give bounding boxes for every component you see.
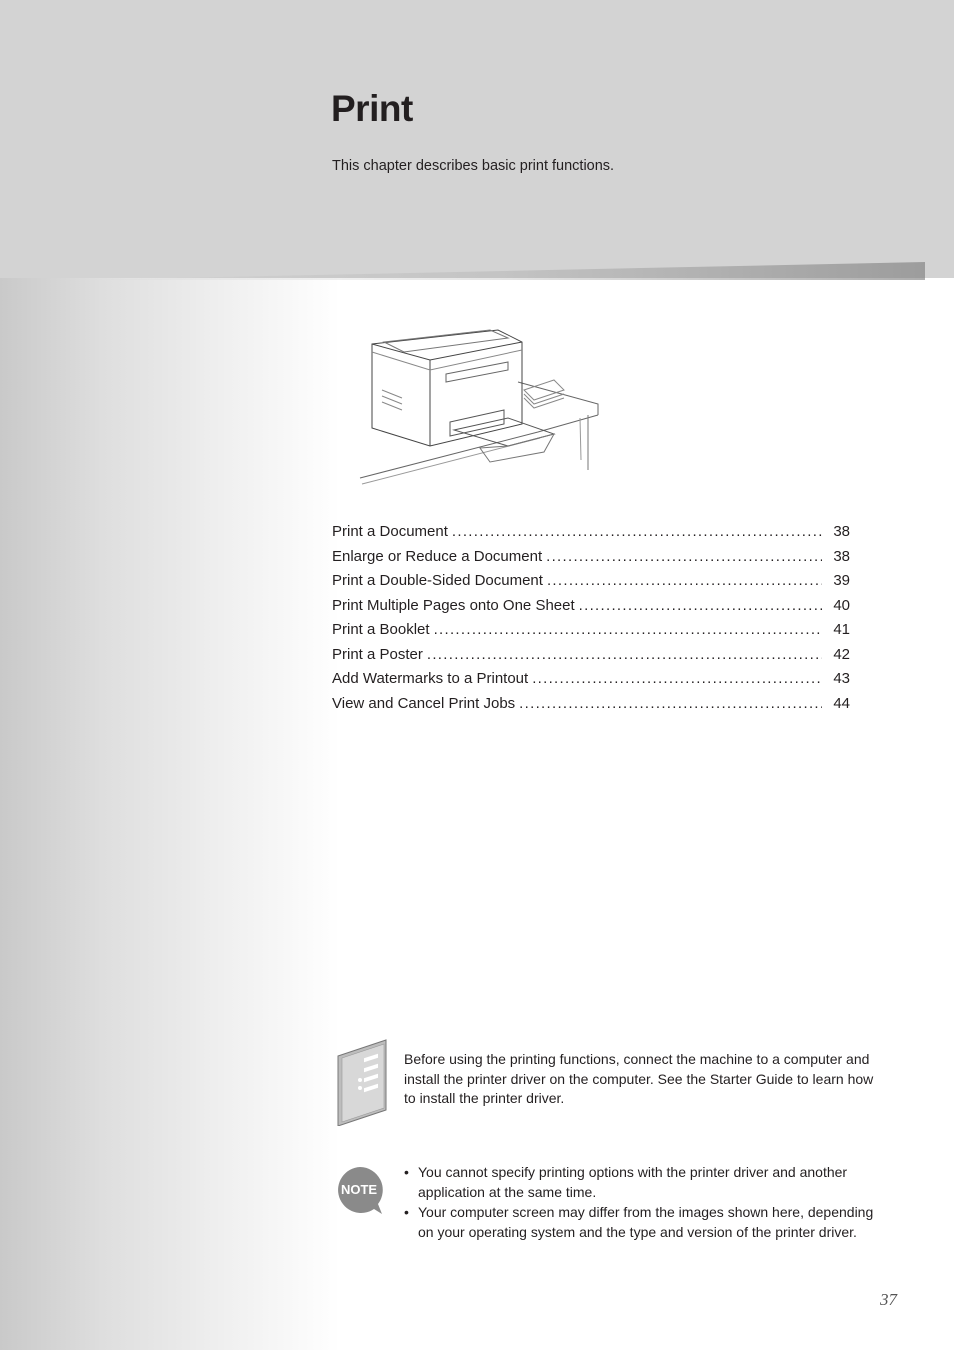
info-text: Before using the printing functions, connect the machine to a computer and install the printer driver on the computer. See the Starter Guide to learn how to install the printer driver. — [404, 1051, 874, 1106]
guide-book-icon — [334, 1038, 390, 1126]
toc-entry-label: View and Cancel Print Jobs — [332, 694, 516, 712]
toc-entry[interactable] — [332, 621, 850, 646]
toc-entry-page: 44 — [833, 694, 850, 712]
toc-entry-label: Print a Poster — [332, 645, 423, 663]
toc-entry-page: 40 — [833, 596, 850, 614]
toc-entry-page: 41 — [833, 621, 850, 638]
toc-entry-page: 42 — [833, 645, 850, 663]
toc-entry[interactable] — [332, 523, 850, 548]
toc-entry-page: 38 — [833, 547, 850, 565]
note-badge-label: NOTE — [340, 1182, 378, 1197]
note-list — [404, 1163, 874, 1243]
toc-entry[interactable] — [332, 646, 850, 671]
toc-dot-leader — [452, 523, 822, 540]
toc-entry[interactable] — [332, 548, 850, 573]
toc-entry-label: Print Multiple Pages onto One Sheet — [332, 596, 575, 614]
toc-entry-label: Enlarge or Reduce a Document — [332, 547, 543, 565]
toc-entry[interactable] — [332, 670, 850, 695]
toc-entry-page: 43 — [833, 670, 850, 687]
chapter-subtitle: This chapter describes basic print functions. — [332, 158, 615, 174]
toc-dot-leader — [546, 548, 822, 565]
toc-entry-page: 38 — [833, 523, 850, 540]
printer-illustration — [358, 320, 608, 490]
toc-dot-leader — [434, 621, 822, 638]
toc-entry-label: Print a Double-Sided Document — [332, 572, 543, 589]
toc-entry-label: Add Watermarks to a Printout — [332, 670, 529, 687]
page-number: 37 — [880, 1290, 897, 1309]
chapter-header-band — [0, 0, 954, 278]
table-of-contents — [332, 523, 850, 719]
toc-entry[interactable] — [332, 695, 850, 720]
toc-dot-leader — [427, 646, 822, 663]
toc-entry-label: Print a Booklet — [332, 621, 430, 638]
toc-dot-leader — [579, 597, 822, 614]
note-item: • Your computer screen may differ from the images shown here, depending on your operating system and the type and version of the printer driver. — [404, 1203, 874, 1242]
note-item: • You cannot specify printing options with the printer driver and another application at the same time. — [404, 1163, 874, 1202]
toc-entry[interactable] — [332, 572, 850, 597]
note-badge — [334, 1164, 386, 1216]
note-icon — [334, 1164, 386, 1216]
toc-entry-page: 39 — [833, 572, 850, 589]
toc-dot-leader — [519, 695, 822, 712]
toc-entry[interactable] — [332, 597, 850, 622]
toc-dot-leader — [547, 572, 822, 589]
chapter-title: Print — [331, 88, 413, 129]
toc-dot-leader — [532, 670, 822, 687]
toc-entry-label: Print a Document — [332, 523, 448, 540]
